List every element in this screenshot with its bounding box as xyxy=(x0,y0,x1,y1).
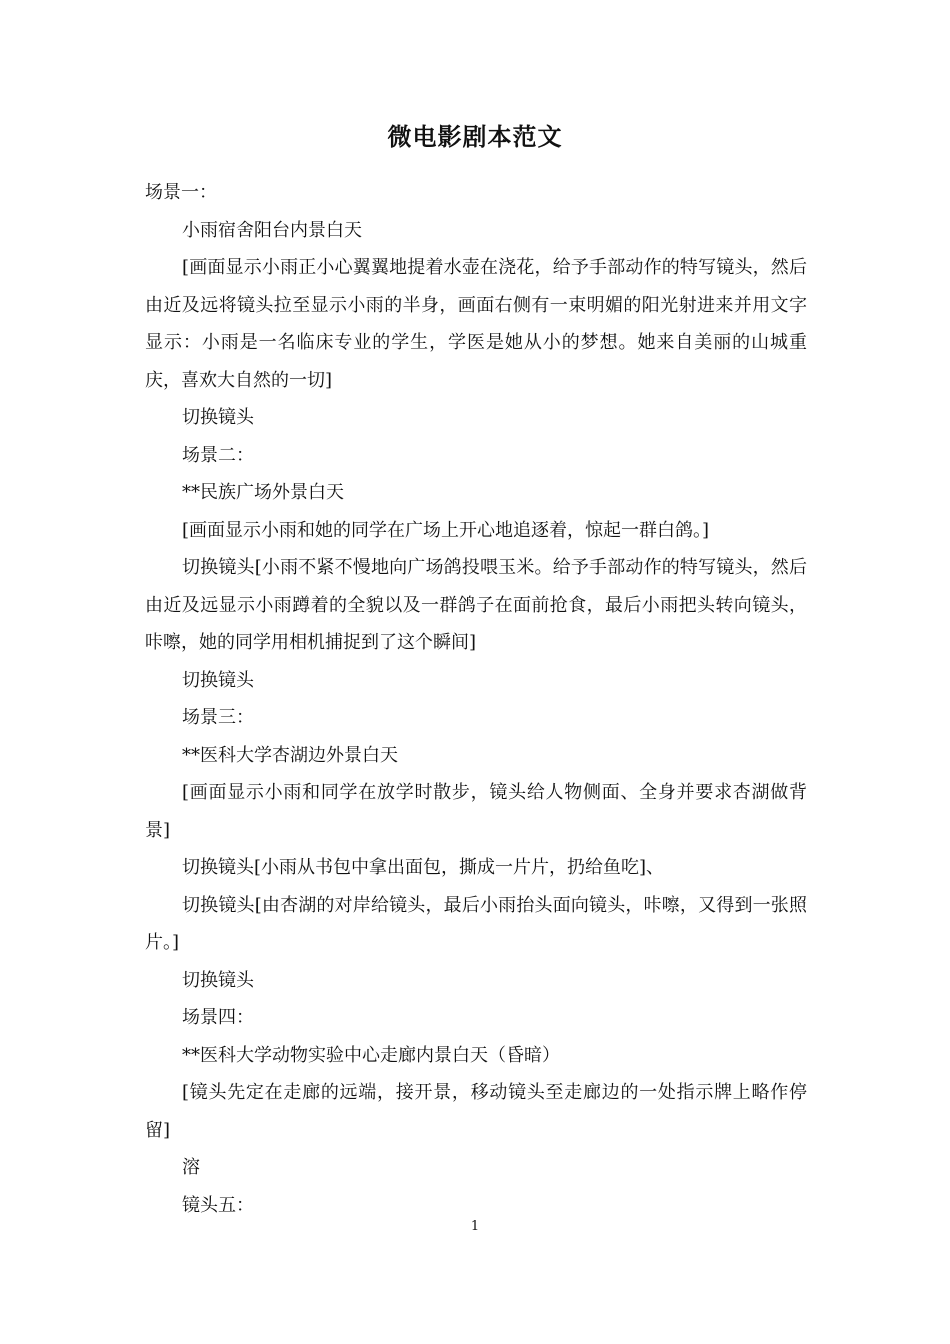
paragraph: [画面显示小雨正小心翼翼地提着水壶在浇花，给予手部动作的特写镜头，然后由近及远将镜头拉至显示小雨的半身，画面右侧有一束明媚的阳光射进来并用文字显示：小雨是一名临床专业的学生，学医是她从小的梦想。她来自美丽的山城重庆，喜欢大自然的一切] xyxy=(145,257,807,391)
paragraph: 场景四： xyxy=(182,1007,254,1028)
paragraph: 场景二： xyxy=(182,444,254,466)
paragraph: 场景三： xyxy=(182,707,254,728)
paragraph: 镜头五： xyxy=(182,1194,254,1216)
paragraph: 切换镜头[小雨不紧不慢地向广场鸽投喂玉米。给予手部动作的特写镜头，然后由近及远显示小雨蹲着的全貌以及一群鸽子在面前抢食，最后小雨把头转向镜头，咔嚓，她的同学用相机捕捉到了这个瞬间] xyxy=(145,557,807,653)
paragraph: [镜头先定在走廊的远端，接开景，移动镜头至走廊边的一处指示牌上略作停留] xyxy=(145,1082,807,1141)
paragraph: 溶 xyxy=(182,1157,200,1178)
paragraph: **民族广场外景白天 xyxy=(182,482,344,503)
paragraph: 切换镜头[小雨从书包中拿出面包，撕成一片片，扔给鱼吃]、 xyxy=(182,857,665,878)
document-title: 微电影剧本范文 xyxy=(387,122,563,151)
paragraph: 切换镜头 xyxy=(182,407,254,428)
paragraph: **医科大学杏湖边外景白天 xyxy=(182,744,398,766)
paragraph: **医科大学动物实验中心走廊内景白天（昏暗） xyxy=(182,1044,560,1066)
paragraph: [画面显示小雨和同学在放学时散步，镜头给人物侧面、全身并要求杏湖做背景] xyxy=(145,782,807,841)
paragraph: [画面显示小雨和她的同学在广场上开心地追逐着，惊起一群白鸽。] xyxy=(182,519,710,541)
paragraph: 小雨宿舍阳台内景白天 xyxy=(182,219,362,241)
document-body xyxy=(145,174,807,1224)
paragraph: 切换镜头[由杏湖的对岸给镜头，最后小雨抬头面向镜头，咔嚓，又得到一张照片。] xyxy=(145,894,807,953)
paragraph: 场景一： xyxy=(145,182,217,203)
paragraph: 切换镜头 xyxy=(182,969,254,991)
paragraph: 切换镜头 xyxy=(182,669,254,691)
page-number: 1 xyxy=(470,1219,480,1234)
